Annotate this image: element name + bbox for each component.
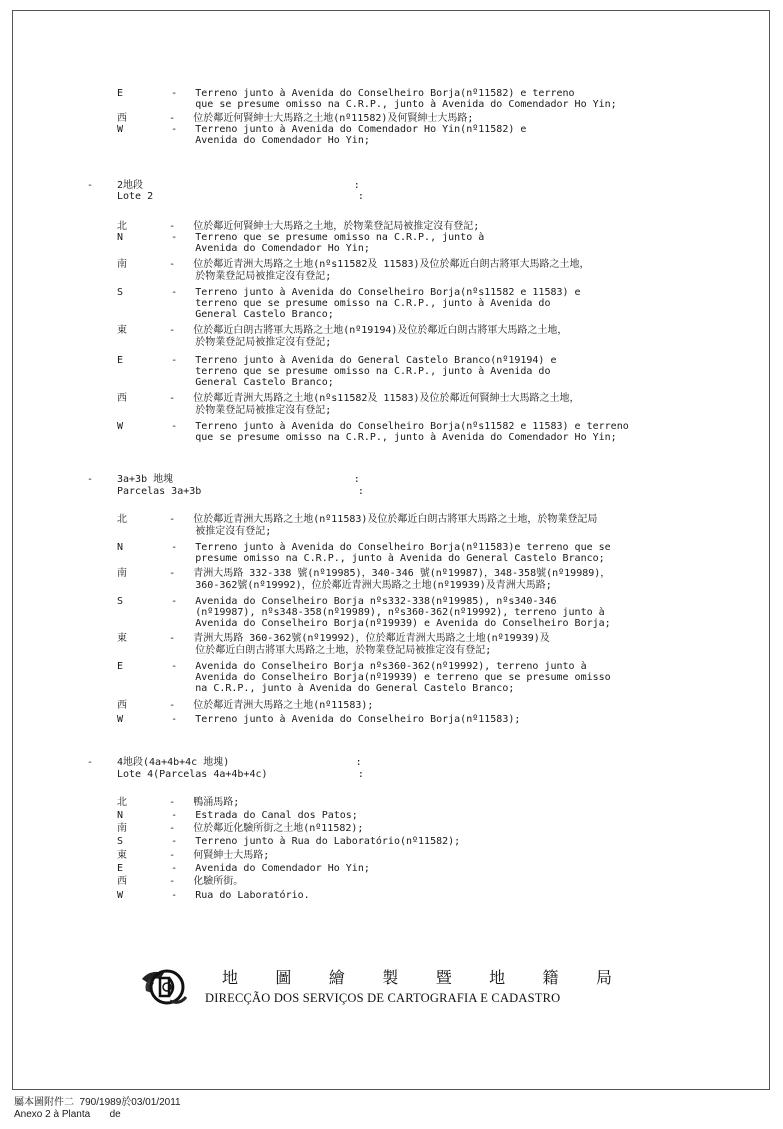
document-line: 2地段 :	[117, 180, 360, 191]
document-line: Lote 4(Parcelas 4a+4b+4c) :	[117, 769, 364, 780]
agency-char: 地	[489, 968, 506, 987]
document-line: 西 - 化驗所街。	[117, 876, 244, 887]
document-line: W - Terreno junto à Avenida do Conselheiro Borja(nº11583);	[117, 714, 521, 725]
document-line: W - Terreno junto à Avenida do Conselheiro Borja(nºs11582 e 11583) e terreno	[117, 421, 629, 432]
agency-name-chinese	[222, 965, 612, 988]
document-line: 於物業登記局被推定沒有登記;	[117, 405, 332, 416]
document-line: 360-362號(nº19992)，位於鄰近青洲大馬路之土地(nº19939)及青洲大馬路;	[117, 580, 552, 591]
document-line: Avenida do Comendador Ho Yin;	[117, 243, 370, 254]
document-line: 4地段(4a+4b+4c 地塊) :	[117, 757, 362, 768]
document-line: presume omisso na C.R.P., junto à Avenida do General Castelo Branco;	[117, 553, 605, 564]
document-line: E - Terreno junto à Avenida do Conselheiro Borja(nº11582) e terreno	[117, 88, 575, 99]
document-line: Lote 2 :	[117, 191, 364, 202]
agency-name-portuguese: DIRECÇÃO DOS SERVIÇOS DE CARTOGRAFIA E CADASTRO	[205, 991, 561, 1005]
document-line: 被推定沒有登記;	[117, 526, 272, 537]
document-line: 東 - 位於鄰近白朗古將軍大馬路之土地(nº19194)及位於鄰近白朗古將軍大馬路之土地，	[117, 325, 568, 336]
document-line: W - Rua do Laboratório.	[117, 890, 310, 901]
document-line: E - Avenida do Conselheiro Borja nºs360-362(nº19992), terreno junto à	[117, 661, 587, 672]
cadastre-logo-icon	[140, 965, 190, 1009]
document-line: terreno que se presume omisso na C.R.P., junto à Avenida do	[117, 366, 551, 377]
document-line: S - Avenida do Conselheiro Borja nºs332-338(nº19985), nºs340-346	[117, 596, 557, 607]
agency-char: 圖	[275, 968, 292, 987]
footer-annex-pt: Anexo 2 à Planta de	[14, 1109, 121, 1120]
agency-char: 地	[222, 968, 239, 987]
document-line: terreno que se presume omisso na C.R.P., junto à Avenida do	[117, 298, 551, 309]
document-line: S - Terreno junto à Avenida do Conselheiro Borja(nºs11582 e 11583) e	[117, 287, 581, 298]
document-line: General Castelo Branco;	[117, 309, 334, 320]
document-line: 於物業登記局被推定沒有登記;	[117, 337, 332, 348]
document-line: -	[87, 180, 94, 191]
document-line: que se presume omisso na C.R.P., junto à Avenida do Comendador Ho Yin;	[117, 99, 617, 110]
document-line: 西 - 位於鄰近青洲大馬路之土地(nº11583);	[117, 700, 374, 711]
agency-char: 製	[382, 968, 399, 987]
document-line: S - Terreno junto à Rua do Laboratório(nº11582);	[117, 836, 461, 847]
document-line: N - Terreno que se presume omisso na C.R.P., junto à	[117, 232, 485, 243]
document-line: 東 - 青洲大馬路 360-362號(nº19992)，位於鄰近青洲大馬路之土地(nº19939)及	[117, 633, 550, 644]
document-line: na C.R.P., junto à Avenida do General Castelo Branco;	[117, 683, 515, 694]
document-line: que se presume omisso na C.R.P., junto à Avenida do Comendador Ho Yin;	[117, 432, 617, 443]
document-line: -	[87, 757, 94, 768]
document-line: 北 - 鴨涌馬路;	[117, 797, 240, 808]
document-line: 位於鄰近白朗古將軍大馬路之土地，於物業登記局被推定沒有登記;	[117, 645, 492, 656]
document-line: General Castelo Branco;	[117, 377, 334, 388]
document-line: 北 - 位於鄰近青洲大馬路之土地(nº11583)及位於鄰近白朗古將軍大馬路之土地，於物業登記局	[117, 514, 598, 525]
document-line: Avenida do Comendador Ho Yin;	[117, 135, 370, 146]
agency-char: 暨	[435, 968, 452, 987]
document-line: -	[87, 474, 94, 485]
agency-char: 繪	[328, 968, 345, 987]
document-line: Parcelas 3a+3b :	[117, 486, 364, 497]
document-line: (nº19987), nºs348-358(nº19989), nºs360-362(nº19992), terreno junto à	[117, 607, 605, 618]
document-line: 北 - 位於鄰近何賢紳士大馬路之土地，於物業登記局被推定沒有登記;	[117, 221, 480, 232]
agency-char: 局	[595, 968, 612, 987]
document-line: 於物業登記局被推定沒有登記;	[117, 271, 332, 282]
document-line: 南 - 青洲大馬路 332-338 號(nº19985)，340-346 號(nº19987)，348-358號(nº19989)，	[117, 568, 611, 579]
document-line: 3a+3b 地塊 :	[117, 474, 360, 485]
document-line: Avenida do Conselheiro Borja(nº19939) e terreno que se presume omisso	[117, 672, 611, 683]
document-line: 東 - 何賢紳士大馬路;	[117, 850, 270, 861]
document-line: 南 - 位於鄰近青洲大馬路之土地(nºs11582及 11583)及位於鄰近白朗古將軍大馬路之土地，	[117, 259, 590, 270]
document-line: 西 - 位於鄰近何賢紳士大馬路之土地(nº11582)及何賢紳士大馬路;	[117, 113, 474, 124]
document-line: N - Terreno junto à Avenida do Conselheiro Borja(nº11583)e terreno que se	[117, 542, 611, 553]
document-line: 西 - 位於鄰近青洲大馬路之土地(nºs11582及 11583)及位於鄰近何賢紳士大馬路之土地，	[117, 393, 580, 404]
footer-annex-zh: 屬本圖附件二 790/1989於03/01/2011	[14, 1097, 181, 1108]
document-line: E - Avenida do Comendador Ho Yin;	[117, 863, 370, 874]
document-line: E - Terreno junto à Avenida do General Castelo Branco(nº19194) e	[117, 355, 557, 366]
document-line: Avenida do Conselheiro Borja(nº19939) e Avenida do Conselheiro Borja;	[117, 618, 611, 629]
document-line: W - Terreno junto à Avenida do Comendador Ho Yin(nº11582) e	[117, 124, 527, 135]
document-line: N - Estrada do Canal dos Patos;	[117, 810, 358, 821]
agency-char: 籍	[542, 968, 559, 987]
document-line: 南 - 位於鄰近化驗所街之土地(nº11582);	[117, 823, 364, 834]
